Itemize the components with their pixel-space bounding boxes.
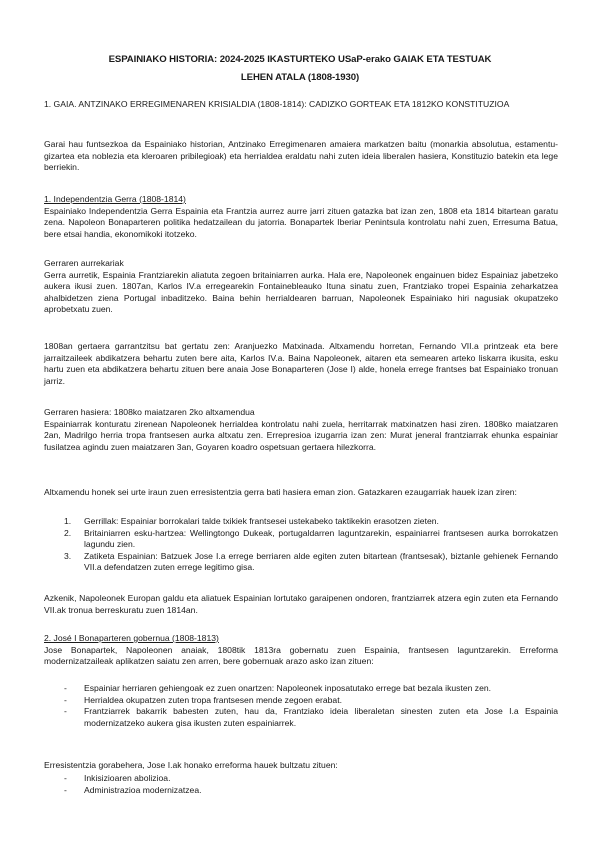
list-item: - Inkisizioaren abolizioa. bbox=[64, 773, 171, 783]
list-item: - Herrialdea okupatzen zuten tropa frantsesen mende zegoen erabat. bbox=[64, 694, 342, 705]
list-item: - Frantziarrek bakarrik babesten zuten, hau da, Frantziako ideia liberaletan sinesten zuten eta Jose I.a Espainia modernizatzeko aukera gisa ikusten zuten espainiarrek. bbox=[64, 706, 558, 728]
paragraph-conclusion: Azkenik, Napoleonek Europan galdu eta aliatuek Espainian lortutako garaipenen ondoren, frantziarrek atzera egin zuten eta Fernando VII.ak tronua berreskuratu zuen 1814an. bbox=[44, 593, 558, 615]
subsection-heading: Gerraren aurrekariak bbox=[44, 258, 124, 268]
section-1 bbox=[44, 194, 558, 240]
chapter-intro: Garai hau funtsezkoa da Espainiako historian, Antzinako Erregimenaren amaiera markatzen baitu (monarkia absolutua, estamentu-gizartea eta noblezia eta kleroaren pribilegioak) eta herrialdea eraldatu nahi zuten ideia liberalen hasiera, Konstituzio batekin eta lege berriekin. bbox=[44, 139, 558, 173]
paragraph: Espainiako Independentzia Gerra Espainia eta Frantzia aurrez aurre jarri zituen gatazka bat izan zen, 1808 eta 1814 bitartean garatu zena. Napoleon Bonaparteren politika hedatzailean du jatorria. Bonapartek Iberiar Penintsula kontrolatu nahi zuen, Erresuma Batua, bere etsai handia, ekonomikoki itotzeko. bbox=[44, 205, 558, 239]
subsection-antecedents bbox=[44, 258, 558, 316]
bullet-list-reforms bbox=[44, 773, 558, 796]
paragraph: Jose Bonapartek, Napoleonen anaiak, 1808tik 1813ra gobernatu zuen Espainia, frantsesen laguntzarekin. Erreforma modernizatzaileak aplikatzen saiatu zen arren, bere gobernuak arazo asko izan zituen: bbox=[44, 644, 558, 667]
list-item: - Espainiar herriaren gehiengoak ez zuen onartzen: Napoleonek inposatutako errege bat bezala ikusten zen. bbox=[64, 683, 492, 693]
list-item: - Administrazioa modernizatzea. bbox=[64, 784, 202, 795]
list-item: 1. Gerrillak: Espainiar borrokalari talde txikiek frantsesei ustekabeko taktikekin erasotzen zieten. bbox=[64, 516, 439, 526]
list-item: 3. Zatiketa Espainian: Batzuek Jose I.a errege berriaren alde egiten zuten bitartean (frantsesak), biztanle gehienek Fernando VII.a defendatzen zuten errege legitimo gisa. bbox=[64, 550, 558, 573]
bullet-list-problems bbox=[44, 683, 558, 729]
subsection-uprising bbox=[44, 407, 558, 453]
list-item: 2. Britainiarren esku-hartzea: Wellingtongo Dukeak, portugaldarren laguntzarekin, espainiarrei frantsesen aurka borrokatzen lagundu zien. bbox=[64, 527, 558, 550]
paragraph: Gerra aurretik, Espainia Frantziarekin aliatuta zegoen britainiarren aurka. Hala ere, Napoleonek engainuen bidez Espainiaz jabetzeko aukera ikusi zuen. 1807an, Karlos IV.a erregearekin Fontainebleauko Ituna sinatu zuen, Frantziako tropei Espainia zeharkatzea ahalbidetzen ziena Portugal inbaditzeko. Baina behin herrialdearen barruan, Napoleonek Espainiako hiri nagusiak okupatzeko aprobetxatu zuen. bbox=[44, 269, 558, 315]
subsection-heading: Gerraren hasiera: 1808ko maiatzaren 2ko altxamendua bbox=[44, 407, 255, 417]
section-2 bbox=[44, 633, 558, 668]
paragraph-aranjuez: 1808an gertaera garrantzitsu bat gertatu zen: Aranjuezko Matxinada. Altxamendu horretan, Fernando VII.a printzeak eta bere jarraitzaileek abdikatzera behartu zuten bere aita, Karlos IV.a. Baina Napoleonek, aitaren eta semearen arteko liskarra ikusita, esku hartu zuen eta abdikatzera behartu zituen bere anaia Jose Bonaparteren (Jose I) alde, honela errege frantses bat Espainiako tronuan jarriz. bbox=[44, 341, 558, 386]
paragraph: Espainiarrak konturatu zirenean Napoleonek herrialdea kontrolatu nahi zuela, herritarrak matxinatzen hasi ziren. 1808ko maiatzaren 2an, Madrilgo herria tropa frantsesen aurka altxatu zen. Errepresioa izugarria izan zen: Murat jeneral frantziarrak ehunka espainiar fusilatzea agindu zuen maiatzaren 3an, Goyaren koadro ospetsuan gertaera hilezkorra. bbox=[44, 418, 558, 452]
paragraph-features: Altxamendu honek sei urte iraun zuen erresistentzia gerra bati hasiera eman zion. Gatazkaren ezaugarriak hauek izan ziren: bbox=[44, 487, 517, 497]
document-title: ESPAINIAKO HISTORIA: 2024-2025 IKASTURTEKO USaP-erako GAIAK ETA TESTUAK bbox=[108, 54, 492, 65]
section-heading: 1. Independentzia Gerra (1808-1814) bbox=[44, 194, 186, 204]
numbered-list bbox=[44, 516, 558, 574]
document-subtitle: LEHEN ATALA (1808-1930) bbox=[240, 72, 360, 83]
paragraph-reforms: Erresistentzia gorabehera, Jose I.ak honako erreforma hauek bultzatu zituen: bbox=[44, 760, 338, 770]
section-heading: 2. José I Bonaparteren gobernua (1808-1813) bbox=[44, 633, 219, 643]
chapter-heading: 1. GAIA. ANTZINAKO ERREGIMENAREN KRISIALDIA (1808-1814): CADIZKO GORTEAK ETA 1812KO KONSTITUZIOA bbox=[44, 99, 510, 109]
